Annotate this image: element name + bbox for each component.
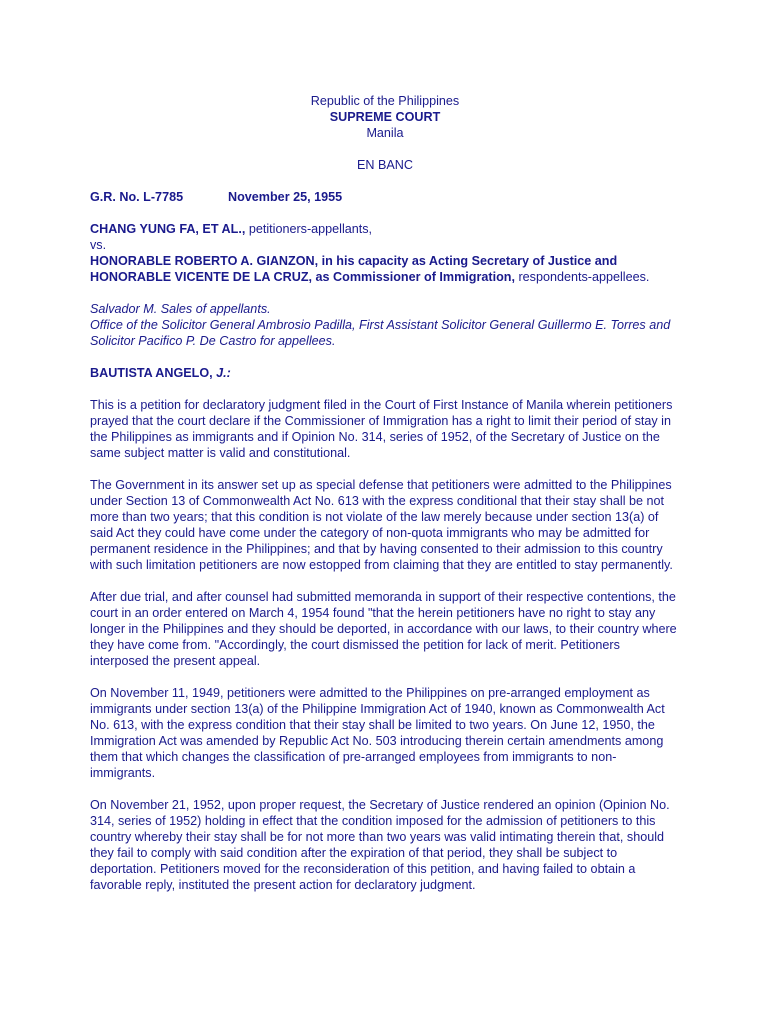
counsel-appellees: Office of the Solicitor General Ambrosio Padilla, First Assistant Solicitor General Guillermo E. Torres and Solicitor Pacifico P. De Castro for appellees.: [90, 318, 671, 348]
gr-number: G.R. No. L-7785: [90, 190, 184, 204]
paragraph-5: On November 21, 1952, upon proper request, the Secretary of Justice rendered an opinion (Opinion No. 314, series of 1952) holding in effect that the condition imposed for the admission of petitioners to this country whereby their stay shall be for not more than two years was valid intimating therein that, should they fail to comply with said condition after the expiration of that period, they shall be subject to deportation. Petitioners moved for the reconsideration of this petition, and having failed to obtain a favorable reply, instituted the present action for declaratory judgment.: [90, 798, 670, 892]
court-name: SUPREME COURT: [329, 110, 441, 124]
decision-date: November 25, 1955: [228, 190, 343, 204]
paragraph-3: After due trial, and after counsel had submitted memoranda in support of their respective contentions, the court in an order entered on March 4, 1954 found "that the herein petitioners have no right to stay any longer in the Philippines and they should be deported, in accordance with our laws, to their country where they have come from. "Accordingly, the court dismissed the petition for lack of merit. Petitioners interposed the present appeal.: [90, 590, 677, 668]
republic-line: Republic of the Philippines: [310, 94, 460, 108]
respondents-line-1: HONORABLE ROBERTO A. GIANZON, in his capacity as Acting Secretary of Justice and: [90, 254, 618, 268]
document-page: [90, 93, 680, 893]
paragraph-2: The Government in its answer set up as special defense that petitioners were admitted to the Philippines under Section 13 of Commonwealth Act No. 613 with the express conditional that their stay shall be not more than two years; that this condition is not violate of the law merely because under section 13(a) of said Act they could have come under the category of non-quota immigrants who may be admitted for permanent residence in the Philippines; and that by having consented to their admission to this country with such limitation petitioners are now estopped from claiming that they are entitled to stay permanently.: [90, 478, 673, 572]
case-parties: [90, 221, 680, 285]
court-city: Manila: [366, 126, 404, 140]
ponente-line: [90, 365, 680, 381]
ponente-name: BAUTISTA ANGELO,: [90, 366, 217, 380]
paragraph-4: On November 11, 1949, petitioners were admitted to the Philippines on pre-arranged employment as immigrants under section 13(a) of the Philippine Immigration Act of 1940, known as Commonwealth Act No. 613, with the express condition that their stay shall be limited to two years. On June 12, 1950, the Immigration Act was amended by Republic Act No. 503 introducing therein certain amendments among them that which changes the classification of pre-arranged employees from immigrants to non-immigrants.: [90, 686, 665, 780]
case-number-line: [90, 189, 680, 205]
ponente-title: J.:: [216, 366, 231, 380]
respondents-line-2: HONORABLE VICENTE DE LA CRUZ, as Commissioner of Immigration,: [90, 270, 515, 284]
respondents-line-2-wrap: [90, 269, 680, 285]
versus-label: vs.: [90, 238, 107, 252]
counsel-appellants: Salvador M. Sales of appellants.: [90, 302, 271, 316]
petitioners-line: [90, 221, 680, 237]
petitioners-name: CHANG YUNG FA, ET AL.,: [90, 222, 246, 236]
respondents-role: respondents-appellees.: [514, 270, 650, 284]
paragraph-1: This is a petition for declaratory judgment filed in the Court of First Instance of Manila wherein petitioners prayed that the court declare if the Commissioner of Immigration has a right to limit their period of stay in the Philippines as immigrants and if Opinion No. 314, series of 1952, of the Secretary of Justice on the same subject matter is valid and constitutional.: [90, 398, 673, 460]
petitioners-role: petitioners-appellants,: [245, 222, 373, 236]
court-heading: [90, 93, 680, 173]
counsel-block: [90, 301, 680, 349]
division-label: EN BANC: [357, 158, 413, 172]
